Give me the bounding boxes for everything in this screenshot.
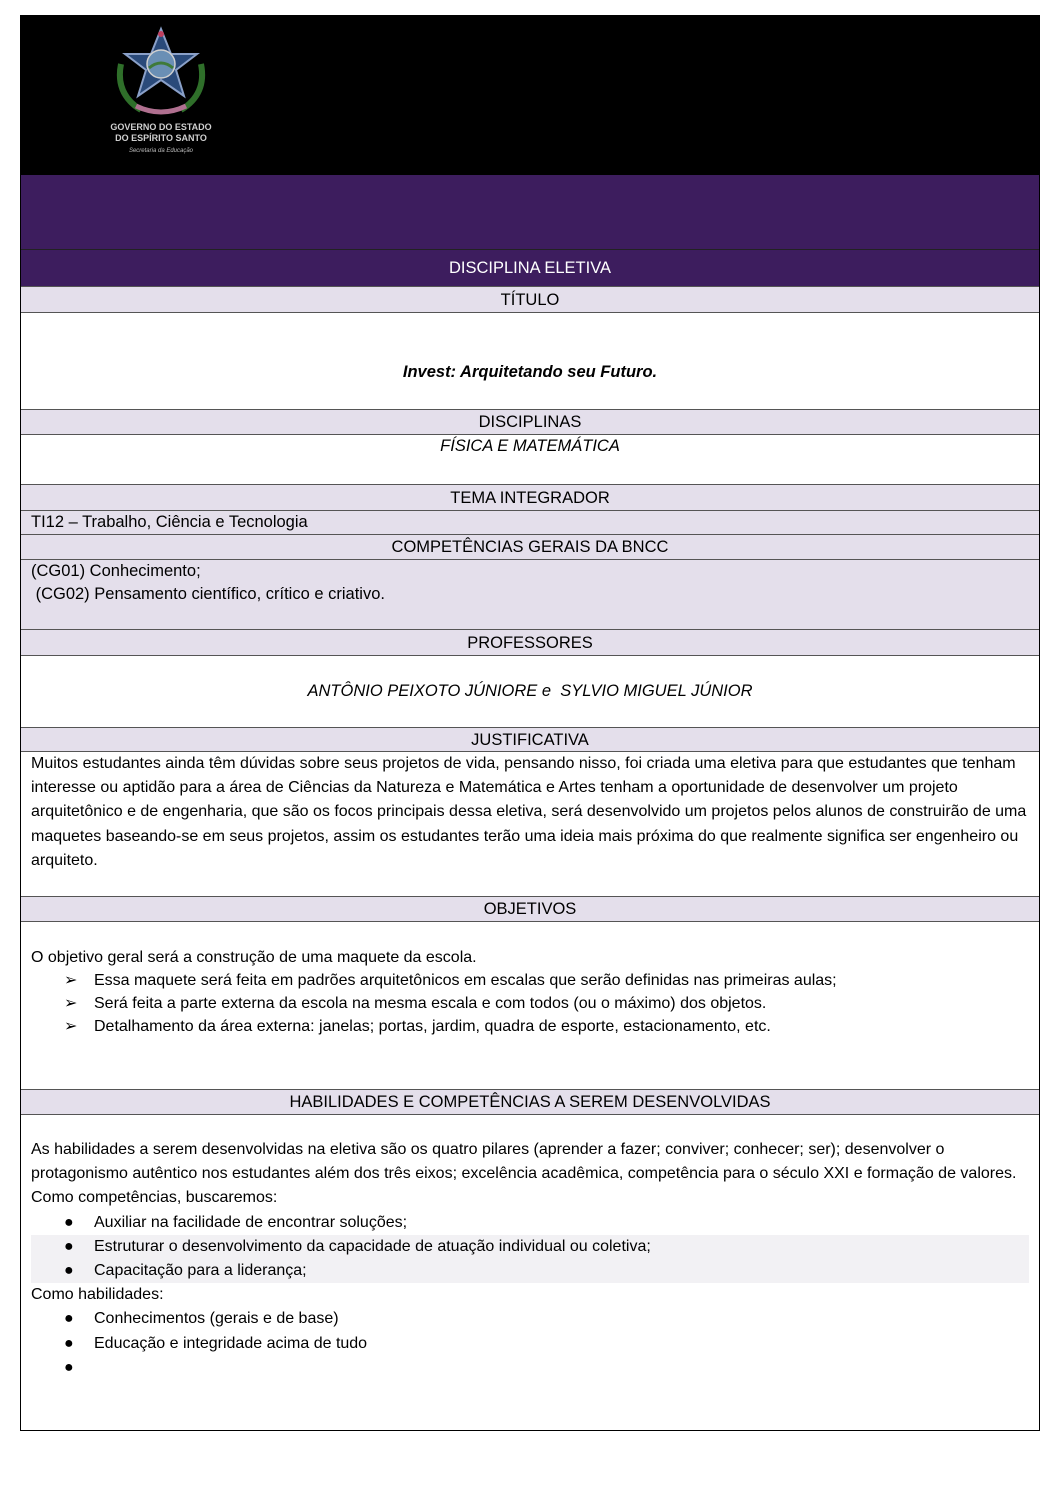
habilidades-list bbox=[31, 1307, 1029, 1379]
section-header-disciplinas: DISCIPLINAS bbox=[21, 410, 1039, 435]
bncc-line-2: (CG02) Pensamento científico, crítico e criativo. bbox=[31, 585, 385, 603]
professores-value: ANTÔNIO PEIXOTO JÚNIORE e SYLVIO MIGUEL JÚNIOR bbox=[307, 682, 753, 700]
list-item: ● Conhecimentos (gerais e de base) bbox=[31, 1307, 1029, 1331]
section-header-justificativa: JUSTIFICATIVA bbox=[21, 728, 1039, 752]
list-item: ➢ Essa maquete será feita em padrões arquitetônicos em escalas que serão definidas nas primeiras aulas; bbox=[31, 969, 1029, 992]
bullet-icon: ● bbox=[64, 1237, 74, 1255]
professores-cell bbox=[21, 656, 1039, 728]
section-header-habilidades: HABILIDADES E COMPETÊNCIAS A SEREM DESENVOLVIDAS bbox=[21, 1090, 1039, 1115]
bncc-line-1: (CG01) Conhecimento; bbox=[31, 562, 201, 580]
purple-band bbox=[21, 175, 1039, 250]
list-item bbox=[31, 1356, 1029, 1380]
section-header-objetivos: OBJETIVOS bbox=[21, 897, 1039, 922]
section-header-tema-integrador: TEMA INTEGRADOR bbox=[21, 485, 1039, 511]
disciplinas-cell bbox=[21, 435, 1039, 485]
coat-of-arms-icon bbox=[101, 24, 221, 119]
titulo-cell bbox=[21, 313, 1039, 410]
bullet-icon: ● bbox=[64, 1262, 74, 1280]
section-header-professores: PROFESSORES bbox=[21, 630, 1039, 656]
section-header-competencias-bncc: COMPETÊNCIAS GERAIS DA BNCC bbox=[21, 535, 1039, 560]
objetivos-cell bbox=[21, 922, 1039, 1090]
arrow-bullet-icon: ➢ bbox=[64, 995, 78, 1012]
list-item: ➢ Detalhamento da área externa: janelas; portas, jardim, quadra de esporte, estacionamento, etc. bbox=[31, 1015, 1029, 1038]
habilidades-cell bbox=[21, 1115, 1039, 1430]
habilidades-label: Como habilidades: bbox=[31, 1286, 164, 1304]
arrow-bullet-icon: ➢ bbox=[64, 972, 78, 989]
logo-line-1: GOVERNO DO ESTADO bbox=[110, 122, 212, 132]
list-item: ➢ Será feita a parte externa da escola na mesma escala e com todos (ou o máximo) dos objetos. bbox=[31, 992, 1029, 1015]
document-frame bbox=[20, 15, 1040, 1431]
competencias-label: Como competências, buscaremos: bbox=[31, 1189, 278, 1207]
bullet-icon: ● bbox=[64, 1310, 74, 1328]
list-item: ● Estruturar o desenvolvimento da capacidade de atuação individual ou coletiva; bbox=[31, 1235, 1029, 1259]
bullet-icon: ● bbox=[64, 1334, 74, 1352]
state-emblem-logo bbox=[101, 24, 221, 164]
section-header-disciplina-eletiva: DISCIPLINA ELETIVA bbox=[21, 250, 1039, 287]
arrow-bullet-icon: ➢ bbox=[64, 1018, 78, 1035]
habilidades-intro: As habilidades a serem desenvolvidas na eletiva são os quatro pilares (aprender a fazer; conviver; conhecer; ser); desenvolver o protagonismo autêntico nos estudantes além dos três eixos; excelência acadêmica, competência para o século XXI e formação de valores. bbox=[31, 1141, 1017, 1183]
list-item: ● Auxiliar na facilidade de encontrar soluções; bbox=[31, 1211, 1029, 1235]
logo-line-2: DO ESPÍRITO SANTO bbox=[115, 133, 207, 143]
bullet-icon: ● bbox=[64, 1213, 74, 1231]
competencias-list bbox=[31, 1211, 1029, 1284]
titulo-value: Invest: Arquitetando seu Futuro. bbox=[402, 363, 658, 381]
bullet-icon: ● bbox=[64, 1358, 74, 1376]
justificativa-cell bbox=[21, 752, 1039, 897]
tema-value: TI12 – Trabalho, Ciência e Tecnologia bbox=[21, 511, 1039, 535]
logo-line-3: Secretaria da Educação bbox=[128, 148, 194, 154]
list-item: ● Capacitação para a liderança; bbox=[31, 1259, 1029, 1283]
header-banner bbox=[21, 16, 1039, 175]
section-header-titulo: TÍTULO bbox=[21, 287, 1039, 313]
justificativa-text: Muitos estudantes ainda têm dúvidas sobre seus projetos de vida, pensando nisso, foi criada uma eletiva para que estudantes que tenham interesse ou aptidão para a área de Ciências da Natureza e Matemática e Artes tenham a oportunidade de desenvolver um projeto arquitetônico e de engenharia, que são os focos principais dessa eletiva, será desenvolvido um projetos pelos alunos de construirão de uma maquetes baseando-se em seus projetos, assim os estudantes terão uma ideia mais próxima do que realmente significa ser engenheiro ou arquiteto. bbox=[31, 755, 1027, 869]
objetivos-list bbox=[31, 969, 1029, 1038]
competencias-bncc-cell bbox=[21, 560, 1039, 630]
objetivos-intro: O objetivo geral será a construção de uma maquete da escola. bbox=[31, 949, 477, 966]
list-item: ● Educação e integridade acima de tudo bbox=[31, 1332, 1029, 1356]
disciplinas-value: FÍSICA E MATEMÁTICA bbox=[440, 437, 620, 455]
